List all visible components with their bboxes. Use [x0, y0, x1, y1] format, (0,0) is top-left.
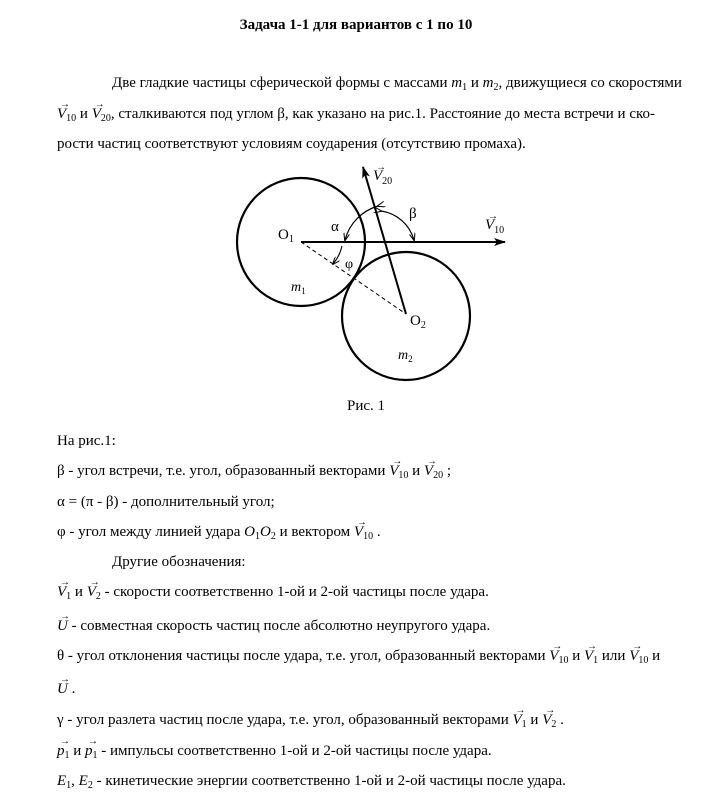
subscript: 2 — [493, 82, 499, 93]
mass-symbol: m — [451, 75, 463, 91]
subscript: 20 — [100, 113, 111, 124]
text: Две гладкие частицы сферической формы с массами — [112, 75, 452, 91]
beta-label: β — [409, 206, 417, 222]
svg-text:→: → — [376, 162, 386, 173]
m2-label: $m_2$ — [398, 348, 413, 364]
vector-symbol: → V — [57, 105, 66, 123]
text: и — [467, 75, 483, 91]
figure-caption: Рис. 1 — [346, 398, 386, 414]
svg-text:V20: $V_{20}$ — [373, 168, 393, 187]
legend-gamma: γ - угол разлета частиц после удара, т.е. угол, образованный векторами → $V_1$ $и \to V_2$ . — [57, 711, 564, 729]
phi-arc — [333, 246, 342, 264]
legend-alpha: α = (π - β) - дополнительный угол; — [57, 494, 275, 510]
legend-heading: На рис.1: — [57, 433, 116, 449]
legend-phi: φ - угол между линией удара $O_1O_2$ и вектором → $V_{10}$ . — [57, 523, 381, 541]
mass-symbol: m — [482, 75, 494, 91]
m1-label: $m_1$ — [291, 280, 306, 296]
subscript: 10 — [66, 113, 77, 124]
legend-momenta: → $p_1$ $и \to p_1$ - импульсы соответственно 1-ой и 2-ой частицы после удара. — [57, 742, 492, 760]
alpha-label: α — [331, 219, 339, 235]
legend-theta: θ - угол отклонения частицы после удара, т.е. угол, образованный векторами → $V_{10}$ $и \to V_1$ или → $V_{10}$ и — [57, 647, 660, 665]
svg-text:→: → — [488, 211, 498, 222]
page-title: Задача 1-1 для вариантов с 1 по 10 — [239, 17, 473, 33]
legend-beta: β - угол встречи, т.е. угол, образованный векторами → $V_{10}$ $и \to V_{20}$ ; — [57, 462, 451, 480]
other-notations-heading: Другие обозначения: — [112, 554, 246, 570]
vector-symbol: → V — [92, 105, 101, 123]
svg-text:V10: $V_{10}$ — [485, 217, 505, 236]
v20-label — [373, 162, 392, 187]
legend-u: → U - совместная скорость частиц после абсолютно неупругого удара. — [57, 617, 490, 635]
vector-v20-arrow — [363, 167, 406, 314]
text: , сталкиваются под углом β, как указано на рис.1. Расстояние до места встречи и ско- — [110, 106, 656, 122]
o1-label: $O_1$ — [278, 227, 294, 245]
legend-v1-v2: → $V_1$ $и \to V_2$ - скорости соответственно 1-ой и 2-ой частицы после удара. — [57, 583, 489, 601]
intro-line-3: рости частиц соответствуют условиям соударения (отсутствию промаха). — [57, 136, 526, 152]
legend-theta-cont: → U . — [57, 680, 75, 698]
v10-label — [485, 211, 504, 236]
text: , движущиеся со скоростями — [498, 75, 682, 91]
o2-label: $O_2$ — [410, 313, 426, 331]
text: и — [76, 106, 92, 122]
legend-energies: $E_1$, $E_2$ - кинетические энергии соответственно 1-ой и 2-ой частицы после удара. — [57, 773, 566, 791]
phi-label: φ — [345, 257, 354, 272]
subscript: 1 — [462, 82, 468, 93]
